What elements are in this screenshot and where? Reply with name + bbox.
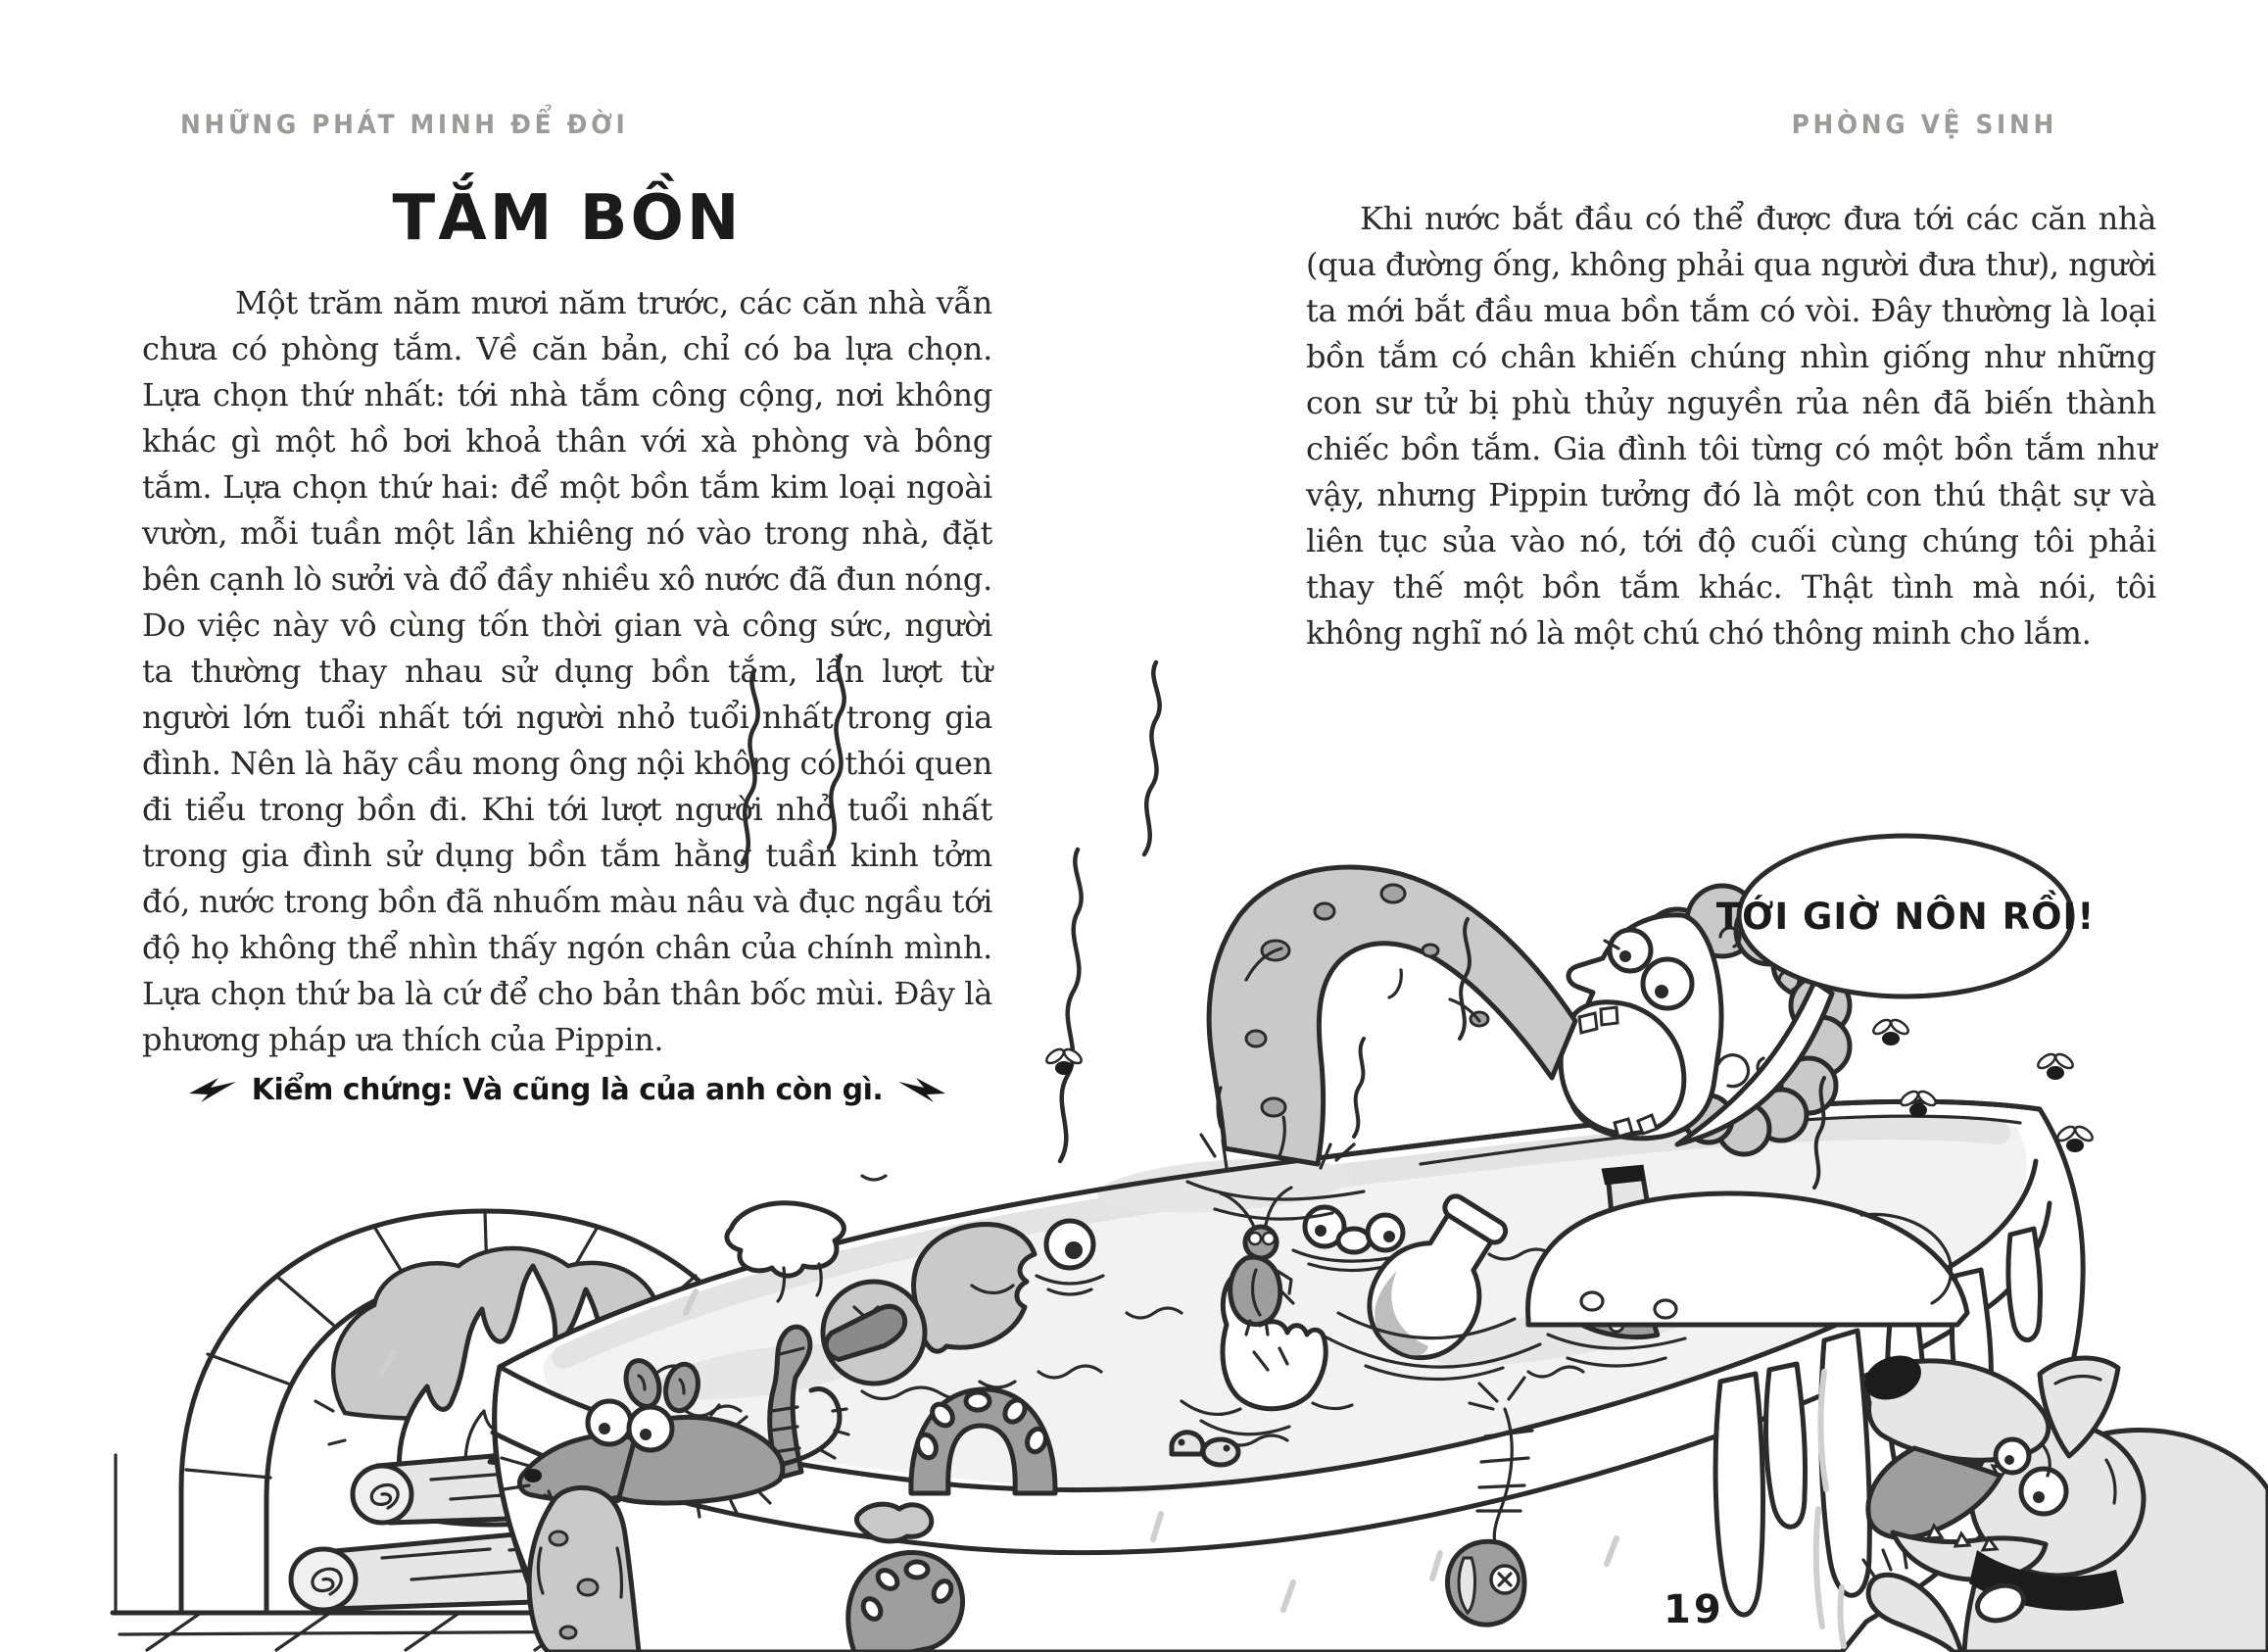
fly-icon (1044, 1046, 1084, 1075)
verify-caption-text: Kiểm chứng: Và cũng là của anh còn gì. (251, 1073, 884, 1107)
bathtub-cartoon-illustration (0, 627, 2268, 1652)
running-head-right: PHÒNG VỆ SINH (1791, 110, 2057, 140)
fly-icon (2036, 1051, 2075, 1080)
steam-icons (743, 656, 1160, 1161)
right-paragraph: Khi nước bắt đầu có thể được đưa tới các căn nhà (qua đường ống, không phải qua người đưa thư), người ta mới bắt đầu mua bồn tắm có vòi. Đây thường là loại bồn tắm có chân khiến chúng nhìn giống như những con sư tử bị phù thủy nguyền rủa nên đã biến thành chiếc bồn tắm. Gia đình tôi từng có một bồn tắm như vậy, nhưng Pippin tưởng đó là một con thú thật sự và liên tục sủa vào nó, tới độ cuối cùng chúng tôi phải thay thế một bồn tắm khác. Thật tình mà nói, tôi không nghĩ nó là một chú chó thông minh cho lắm. (1306, 200, 2156, 652)
fly-icon (1871, 1017, 1910, 1045)
running-head-left: NHỮNG PHÁT MINH ĐỂ ĐỜI (180, 110, 629, 140)
speech-bubble-text: TỚI GIỜ NÔN RỒI! (1715, 896, 2096, 938)
page-number: 19 (1664, 1587, 1724, 1632)
dog-paw (1868, 1575, 1961, 1652)
right-column (1306, 196, 2156, 656)
barking-dog (1816, 1347, 2268, 1652)
speech-bubble (1677, 836, 2095, 1144)
left-paragraph: Một trăm năm mươi năm trước, các căn nhà vẫn chưa có phòng tắm. Về căn bản, chỉ có ba lựa chọn. Lựa chọn thứ nhất: tới nhà tắm công cộng, nơi không khác gì một hồ bơi khoả thân với xà phòng và bông tắm. Lựa chọn thứ hai: để một bồn tắm kim loại ngoài vườn, mỗi tuần một lần khiêng nó vào trong nhà, đặt bên cạnh lò sưởi và đổ đầy nhiều xô nước đã đun nóng. Do việc này vô cùng tốn thời gian và công sức, người ta thường thay nhau sử dụng bồn tắm, lần lượt từ người lớn tuổi nhất tới người nhỏ tuổi nhất trong gia đình. Nên là hãy cầu mong ông nội không có thói quen đi tiểu trong bồn đi. Khi tới lượt người nhỏ tuổi nhất trong gia đình sử dụng bồn tắm hằng tuần kinh tởm đó, nước trong bồn đã nhuốm màu nâu và đục ngầu tới độ họ không thể nhìn thấy ngón chân của chính mình. Lựa chọn thứ ba là cứ để cho bản thân bốc mùi. Đây là phương pháp ưa thích của Pippin. (142, 284, 992, 1058)
page-title: TẮM BỒN (392, 182, 743, 255)
